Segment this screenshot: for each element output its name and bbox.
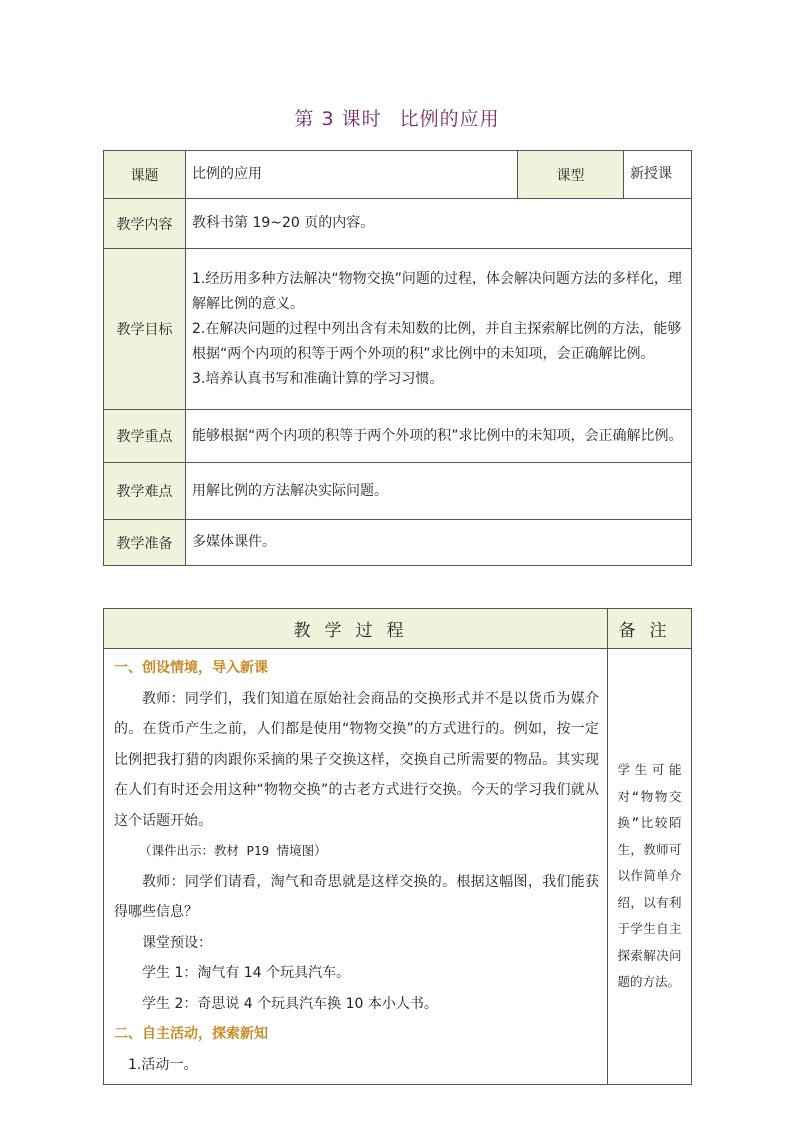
teaching-process-table	[103, 608, 692, 1085]
goals-list	[186, 249, 692, 410]
key-label: 教学重点	[104, 410, 186, 463]
preset-label: 课堂预设：	[142, 934, 212, 951]
content-label: 教学内容	[104, 199, 186, 249]
difficulty-label: 教学难点	[104, 463, 186, 520]
prep-row	[104, 520, 692, 566]
prep-label: 教学准备	[104, 520, 186, 566]
goal-item: 3.培养认真书写和准确计算的学习习惯。	[192, 370, 444, 387]
student-answer: 学生 2：奇思说 4 个玩具汽车换 10 本小人书。	[142, 995, 438, 1012]
paragraph: 教师：同学们，我们知道在原始社会商品的交换形式并不是以货币为媒介的。在货币产生之前，人们都是使用“物物交换”的方式进行的。例如，按一定比例把我打猎的肉跟你采摘的果子交换这样，交换自己所需要的物品。其实现在人们有时还会用这种“物物交换”的古老方式进行交换。今天的学习我们就从这个话题开始。	[114, 690, 599, 829]
goals-row	[104, 249, 692, 410]
topic-row	[104, 151, 692, 199]
process-content	[104, 649, 608, 1085]
process-body-row	[104, 649, 692, 1085]
type-value: 新授课	[624, 151, 692, 199]
activity-item: 1.活动一。	[128, 1056, 198, 1073]
key-row	[104, 410, 692, 463]
courseware-note: （课件出示：教材 P19 情境图）	[139, 843, 327, 858]
lesson-info-table	[103, 150, 692, 566]
note-text: 学生可能对“物物交换”比较陌生，教师可以作简单介绍，以有利于学生自主探索解决问题的方法。	[617, 762, 682, 989]
goal-item: 2.在解决问题的过程中列出含有未知数的比例，并自主探索解比例的方法，能够根据“两个内项的积等于两个外项的积”求比例中的未知项，会正确解比例。	[192, 320, 682, 362]
difficulty-value: 用解比例的方法解决实际问题。	[186, 463, 692, 520]
notes-cell	[608, 649, 692, 1085]
process-header-row	[104, 609, 692, 649]
notes-header: 备注	[608, 609, 692, 649]
goals-label: 教学目标	[104, 249, 186, 410]
prep-value: 多媒体课件。	[186, 520, 692, 566]
content-value: 教科书第 19~20 页的内容。	[186, 199, 692, 249]
section-heading: 二、自主活动，探索新知	[114, 1026, 268, 1042]
page-title: 第 3 课时 比例的应用	[294, 108, 500, 130]
key-value: 能够根据“两个内项的积等于两个外项的积”求比例中的未知项，会正确解比例。	[186, 410, 692, 463]
type-label: 课型	[518, 151, 624, 199]
student-answer: 学生 1：淘气有 14 个玩具汽车。	[142, 965, 351, 981]
difficulty-row	[104, 463, 692, 520]
topic-value: 比例的应用	[186, 151, 518, 199]
topic-label: 课题	[104, 151, 186, 199]
content-row	[104, 199, 692, 249]
goal-item: 1.经历用多种方法解决“物物交换”问题的过程，体会解决问题方法的多样化，理解解比例的意义。	[192, 270, 682, 312]
paragraph: 教师：同学们请看，淘气和奇思就是这样交换的。根据这幅图，我们能获得哪些信息？	[114, 873, 599, 920]
process-header: 教学过程	[104, 609, 608, 649]
section-heading: 一、创设情境，导入新课	[114, 660, 268, 676]
